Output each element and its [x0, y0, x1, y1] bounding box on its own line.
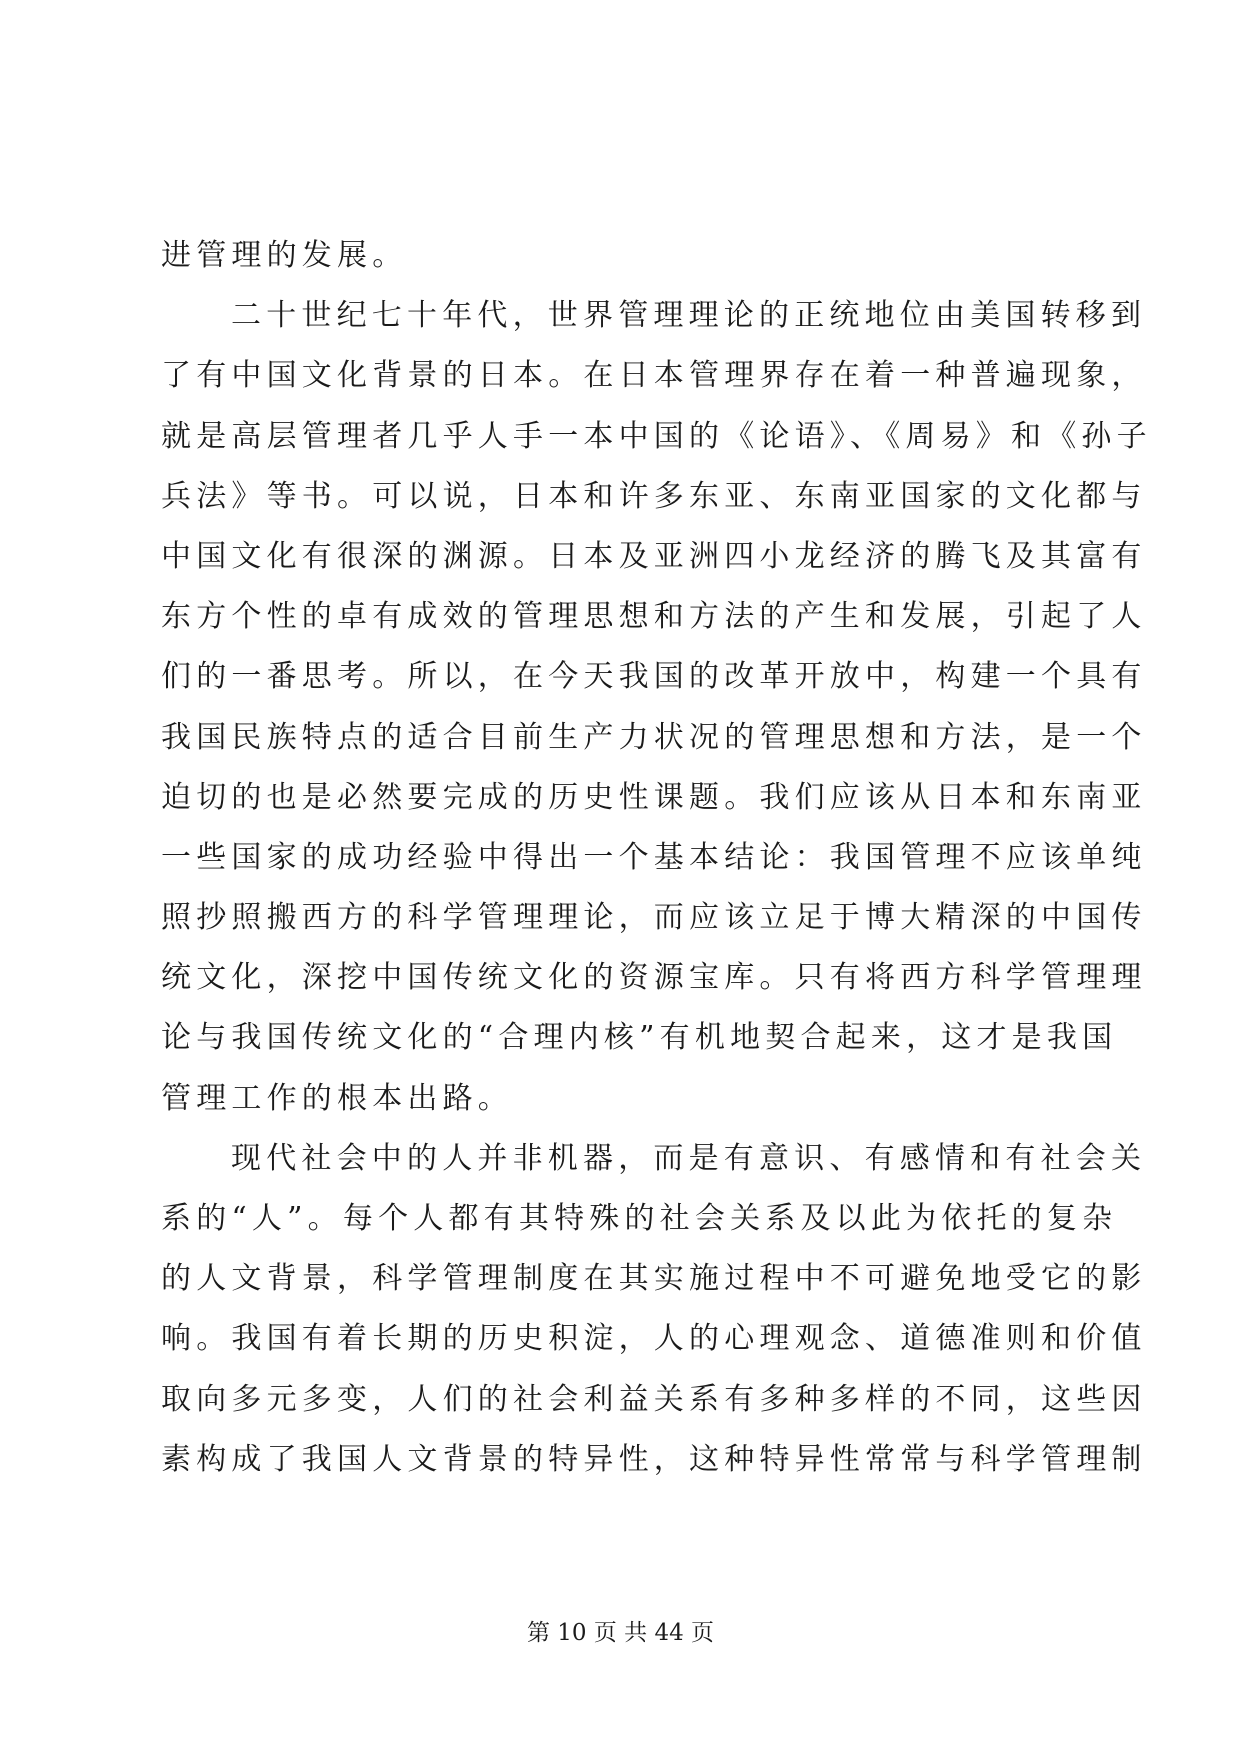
- text-line: 统文化，深挖中国传统文化的资源宝库。只有将西方科学管理理: [161, 960, 1147, 996]
- text-line: 东方个性的卓有成效的管理思想和方法的产生和发展，引起了人: [161, 599, 1147, 635]
- paragraph-start-line: 二十世纪七十年代，世界管理理论的正统地位由美国转移到: [231, 298, 1147, 334]
- text-line: 管理工作的根本出路。: [161, 1080, 513, 1116]
- text-line: 中国文化有很深的渊源。日本及亚洲四小龙经济的腾飞及其富有: [161, 538, 1147, 574]
- text-line: 了有中国文化背景的日本。在日本管理界存在着一种普遍现象，: [161, 358, 1147, 394]
- page-number-footer: 第 10 页 共 44 页: [526, 1620, 715, 1646]
- paragraph-start-line: 现代社会中的人并非机器，而是有意识、有感情和有社会关: [231, 1140, 1147, 1176]
- text-line: 照抄照搬西方的科学管理理论，而应该立足于博大精深的中国传: [161, 900, 1147, 936]
- body-text: [161, 226, 1152, 1490]
- text-line: 的人文背景，科学管理制度在其实施过程中不可避免地受它的影: [161, 1261, 1147, 1297]
- text-line: 们的一番思考。所以，在今天我国的改革开放中，构建一个具有: [161, 659, 1147, 695]
- text-line: 一些国家的成功经验中得出一个基本结论：我国管理不应该单纯: [161, 839, 1147, 875]
- text-line: 我国民族特点的适合目前生产力状况的管理思想和方法，是一个: [161, 719, 1147, 755]
- text-line: 素构成了我国人文背景的特异性，这种特异性常常与科学管理制: [161, 1441, 1147, 1477]
- text-line: 系的“人”。每个人都有其特殊的社会关系及以此为依托的复杂: [161, 1201, 1118, 1236]
- text-line: 兵法》等书。可以说，日本和许多东亚、东南亚国家的文化都与: [161, 478, 1147, 514]
- text-line: 论与我国传统文化的“合理内核”有机地契合起来，这才是我国: [161, 1020, 1118, 1056]
- text-line: 响。我国有着长期的历史积淀，人的心理观念、道德准则和价值: [161, 1321, 1147, 1357]
- text-line: 迫切的也是必然要完成的历史性课题。我们应该从日本和东南亚: [161, 779, 1147, 815]
- text-line: 取向多元多变，人们的社会利益关系有多种多样的不同，这些因: [161, 1381, 1147, 1417]
- text-line: 进管理的发展。: [161, 238, 408, 273]
- text-line: 就是高层管理者几乎人手一本中国的《论语》、《周易》和《孙子: [161, 418, 1152, 454]
